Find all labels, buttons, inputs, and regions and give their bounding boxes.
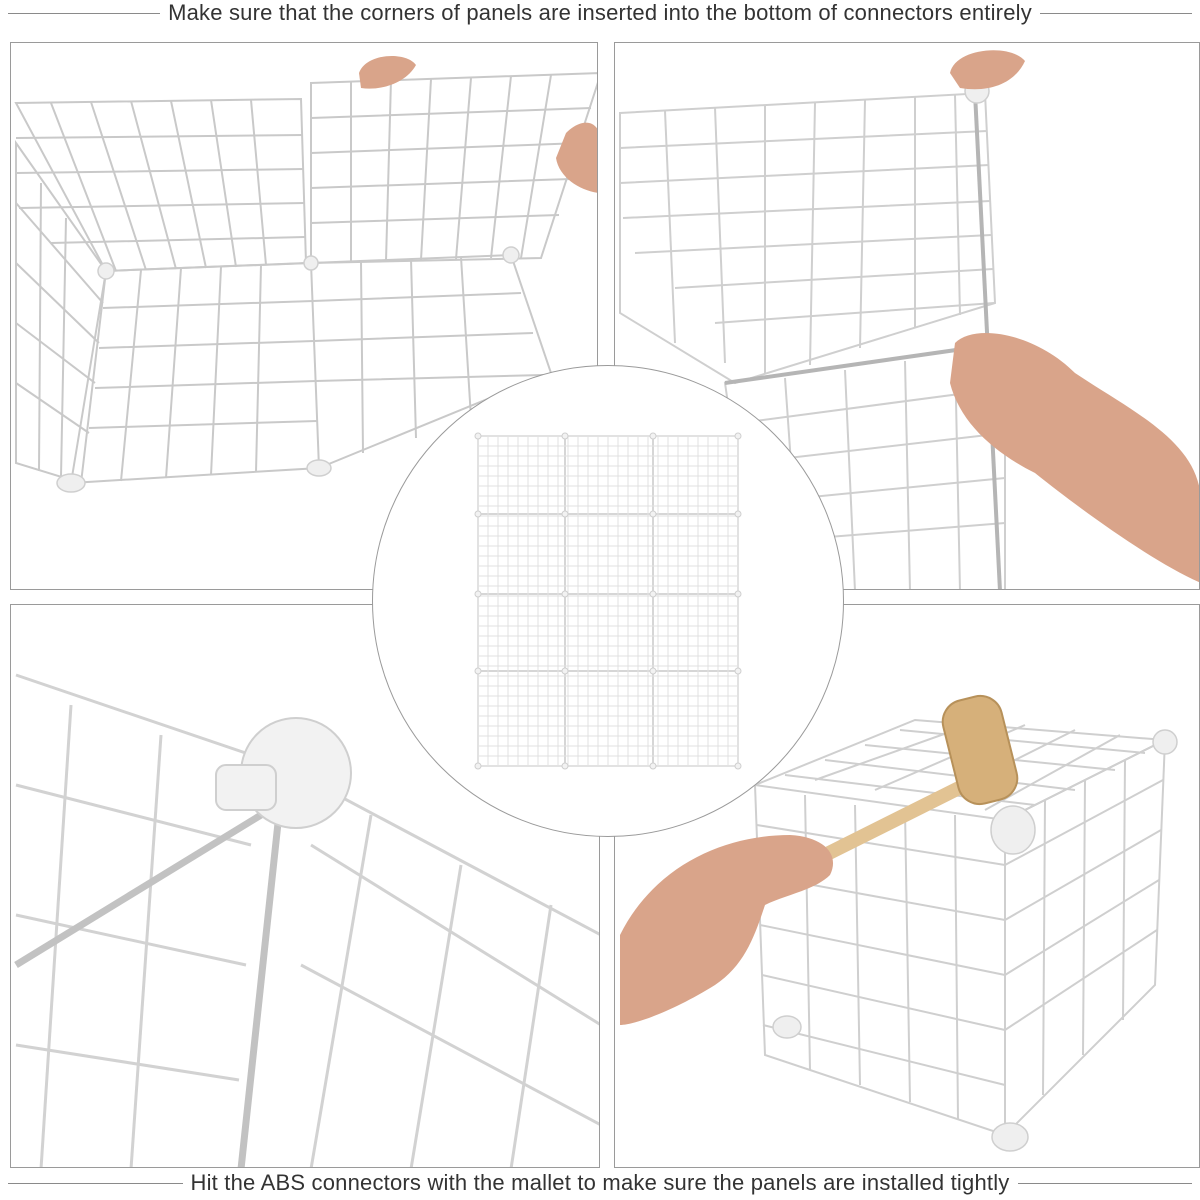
bottom-caption (0, 1170, 1200, 1196)
wire-cube-shelf-3x4-icon (373, 366, 844, 837)
bottom-caption-text: Hit the ABS connectors with the mallet to make sure the panels are installed tightly (190, 1170, 1010, 1195)
caption-right-rule (1018, 1183, 1193, 1184)
caption-right-rule (1040, 13, 1192, 14)
top-caption (0, 0, 1200, 26)
caption-left-rule (8, 13, 160, 14)
assembled-product-circle (372, 365, 844, 837)
top-caption-text: Make sure that the corners of panels are inserted into the bottom of connectors entirely (168, 0, 1032, 25)
caption-left-rule (8, 1183, 183, 1184)
